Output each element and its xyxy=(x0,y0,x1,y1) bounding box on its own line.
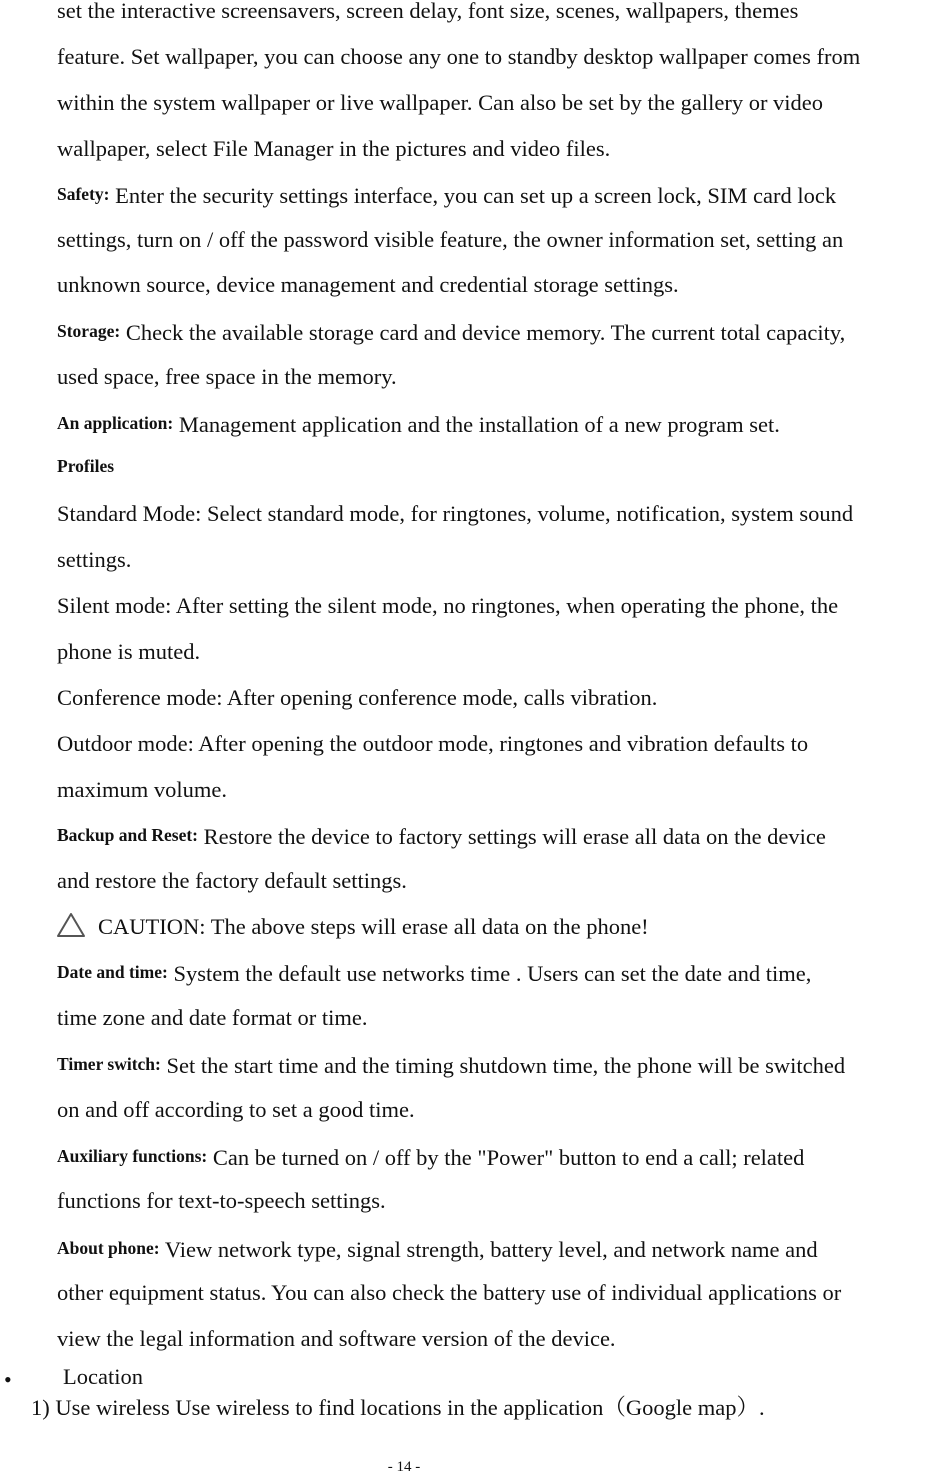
auxiliary-line xyxy=(57,1142,804,1172)
auxiliary-text: Can be turned on / off by the "Power" button to end a call; related xyxy=(212,1145,805,1170)
profiles-text-line: settings. xyxy=(57,547,132,572)
application-line xyxy=(57,409,780,439)
storage-line xyxy=(57,317,845,347)
profiles-heading-line xyxy=(57,452,114,482)
safety-text-line: settings, turn on / off the password visible feature, the owner information set, setting an xyxy=(57,227,844,252)
datetime-text-line: time zone and date format or time. xyxy=(57,1005,368,1030)
display-text-line: set the interactive screensavers, screen delay, font size, scenes, wallpapers, themes xyxy=(57,0,799,23)
display-text-line: within the system wallpaper or live wallpaper. Can also be set by the gallery or video xyxy=(57,90,824,115)
datetime-text: System the default use networks time . Users can set the date and time, xyxy=(173,961,812,986)
backup-line xyxy=(57,821,826,851)
storage-label: Storage: xyxy=(57,321,121,341)
bullet-icon: • xyxy=(4,1367,12,1392)
warning-triangle-icon xyxy=(56,912,86,938)
timer-line xyxy=(57,1050,845,1080)
about-text: View network type, signal strength, battery level, and network name and xyxy=(164,1237,818,1262)
backup-text-line: and restore the factory default settings. xyxy=(57,868,407,893)
display-text-line: wallpaper, select File Manager in the pictures and video files. xyxy=(57,136,611,161)
page-number: - 14 - xyxy=(387,1459,421,1475)
profiles-text-line: Standard Mode: Select standard mode, for ringtones, volume, notification, system sound xyxy=(57,501,854,526)
auxiliary-text-line: functions for text-to-speech settings. xyxy=(57,1188,386,1213)
profiles-label: Profiles xyxy=(57,456,115,476)
safety-label: Safety: xyxy=(57,184,110,204)
datetime-label: Date and time: xyxy=(57,962,168,982)
profiles-text-line: maximum volume. xyxy=(57,777,227,802)
storage-text: Check the available storage card and device memory. The current total capacity, xyxy=(125,320,846,345)
backup-label: Backup and Reset: xyxy=(57,825,198,845)
about-line xyxy=(57,1234,818,1264)
safety-text: Enter the security settings interface, you can set up a screen lock, SIM card lock xyxy=(115,183,837,208)
location-item: 1) Use wireless Use wireless to find locations in the application（Google map）. xyxy=(31,1395,765,1420)
datetime-line xyxy=(57,958,811,988)
safety-text-line: unknown source, device management and credential storage settings. xyxy=(57,272,679,297)
profiles-text-line: Conference mode: After opening conference mode, calls vibration. xyxy=(57,685,658,710)
profiles-text-line: Silent mode: After setting the silent mode, no ringtones, when operating the phone, the xyxy=(57,593,839,618)
storage-text-line: used space, free space in the memory. xyxy=(57,364,397,389)
backup-text: Restore the device to factory settings will erase all data on the device xyxy=(203,824,826,849)
application-label: An application: xyxy=(57,413,174,433)
caution-text: CAUTION: The above steps will erase all data on the phone! xyxy=(98,914,649,939)
profiles-text-line: phone is muted. xyxy=(57,639,201,664)
application-text: Management application and the installation of a new program set. xyxy=(178,412,780,437)
about-text-line: view the legal information and software version of the device. xyxy=(57,1326,616,1351)
auxiliary-label: Auxiliary functions: xyxy=(57,1146,208,1166)
display-text-line: feature. Set wallpaper, you can choose any one to standby desktop wallpaper comes from xyxy=(57,44,861,69)
location-heading: Location xyxy=(63,1364,143,1389)
about-text-line: other equipment status. You can also check the battery use of individual applications or xyxy=(57,1280,842,1305)
profiles-text-line: Outdoor mode: After opening the outdoor mode, ringtones and vibration defaults to xyxy=(57,731,809,756)
about-label: About phone: xyxy=(57,1238,160,1258)
timer-text: Set the start time and the timing shutdown time, the phone will be switched xyxy=(166,1053,846,1078)
safety-line xyxy=(57,180,836,210)
timer-text-line: on and off according to set a good time. xyxy=(57,1097,415,1122)
timer-label: Timer switch: xyxy=(57,1054,161,1074)
